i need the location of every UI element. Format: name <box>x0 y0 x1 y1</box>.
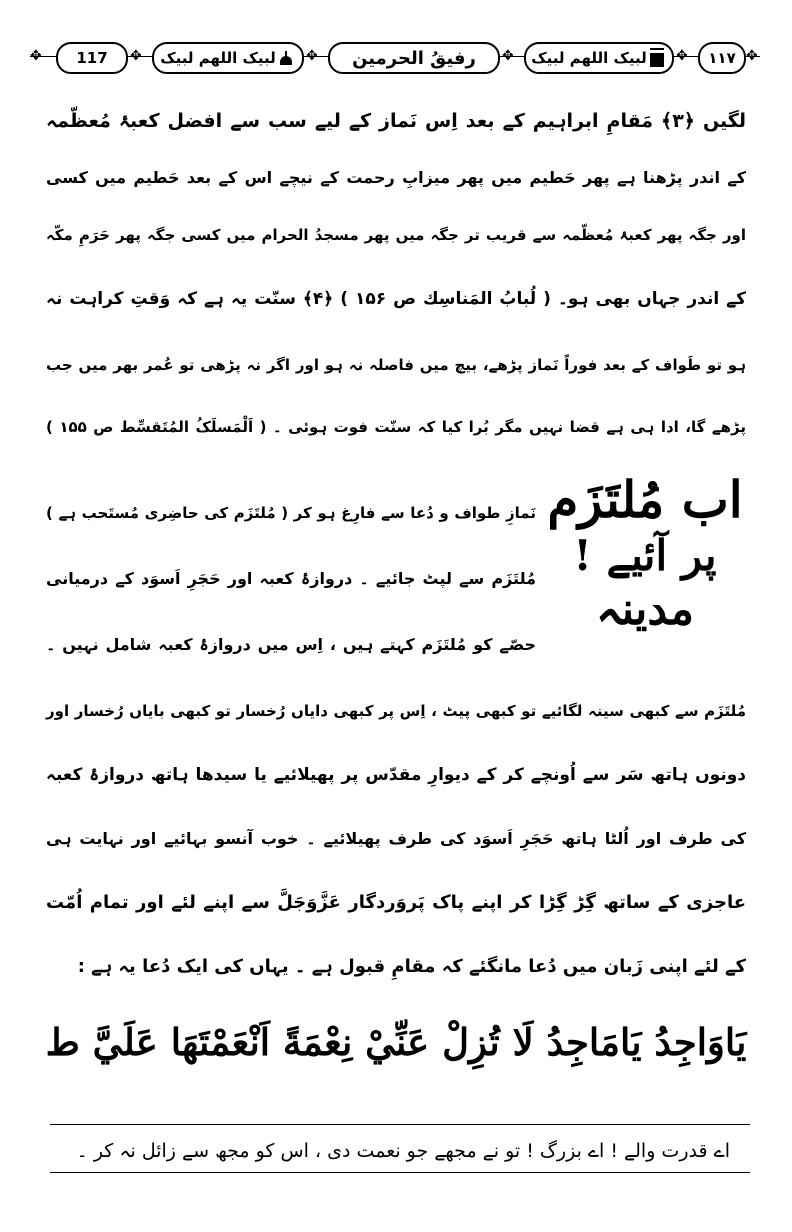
ornament-icon: ✥ <box>130 48 142 64</box>
side-text-line: حصّے کو مُلتَزَم کہتے ہیں ، اِس میں دروازۂ کعبہ شامل نہیں ۔ <box>46 635 536 654</box>
text-line: عاجزی کے ساتھ گِڑ گِڑا کر اپنے پاک پَروَردگار عَزَّوَجَلَّ سے اپنے لئے اور تمام اُمّت <box>46 892 746 913</box>
dua-translation: اے قدرت والے ! اے بزرگ ! تو نے مجھے جو نعمت دی ، اس کو مجھ سے زائل نہ کر ۔ <box>76 1140 730 1162</box>
ornament-icon: ✥ <box>30 48 42 64</box>
ornament-icon: ✥ <box>676 48 688 64</box>
divider <box>50 1124 750 1125</box>
running-title-right-text: لبیک اللھم لبیک <box>531 49 647 67</box>
text-line: کے اندر پڑھنا ہے پھر حَطیم میں پھر میزابِ رحمت کے نیچے اس کے بعد حَطیم میں کسی <box>46 168 746 187</box>
calligraphy-heading <box>540 470 750 660</box>
text-line: کے اندر جہاں بھی ہو۔ ( لُبابُ المَناسِك ص ۱۵۶ ) ﴿۴﴾ سنّت یہ ہے کہ وَقتِ کراہت نہ <box>46 289 746 309</box>
calligraphy-line-1: اب مُلتَزَم <box>547 470 743 529</box>
text-line: اور جگہ پھر کعبۂ مُعظّمہ سے قریب تر جگہ میں پھر مسجدُ الحرام میں کسی جگہ پھر حَرَمِ مکّہ <box>46 226 746 244</box>
kaaba-icon <box>650 50 664 67</box>
running-title-left <box>152 42 304 74</box>
text-line: لگیں ﴿۳﴾ مَقامِ ابراہیم کے بعد اِس نَماز کے لیے سب سے افضل کعبۂ مُعظّمہ <box>46 110 746 132</box>
dua-arabic: يَاوَاجِدُ يَامَاجِدُ لَا تُزِلْ عَنِّيْ نِعْمَةً اَنْعَمْتَهَا عَلَيَّ ط <box>45 1020 747 1064</box>
book-title-text: رفیقُ الحرمین <box>352 47 476 69</box>
text-line: دونوں ہاتھ سَر سے اُونچے کر کے دیوارِ مقدّس پر پھیلائیے یا سیدھا ہاتھ دروازۂ کعبہ <box>46 765 746 785</box>
ornament-icon: ✥ <box>306 48 318 64</box>
divider <box>50 1172 750 1173</box>
ornament-icon: ✥ <box>502 48 514 64</box>
text-line: کی طرف اور اُلٹا ہاتھ حَجَرِ اَسوَد کی طرف پھیلائیے ۔ خوب آنسو بہائیے اور نہایت ہی <box>46 829 746 848</box>
page-number-latin <box>56 42 128 74</box>
dome-icon <box>279 51 293 65</box>
calligraphy-line-3: مدینہ <box>596 584 694 635</box>
text-line: ہو تو طَواف کے بعد فوراً نَماز پڑھے، بیچ میں فاصلہ نہ ہو اور اگر نہ پڑھی تو عُمر بھر میں جب <box>46 356 746 374</box>
running-title-right <box>524 42 674 74</box>
page-number-urdu <box>698 42 746 74</box>
page-number-latin-text: 117 <box>76 49 108 67</box>
text-line: مُلتَزَم سے کبھی سینہ لگائیے تو کبھی پیٹ ، اِس پر کبھی دایاں رُخسار تو کبھی بایاں رُخسار اور <box>46 702 746 720</box>
calligraphy-line-2: پر آئیے ! <box>573 531 717 580</box>
running-header <box>30 40 760 74</box>
text-line: پڑھے گا، ادا ہی ہے قضا نہیں مگر بُرا کیا کہ سنّت فوت ہوئی ۔ ( اَلْمَسلَکُ المُتَقسِّط ص ۱۵۵ ) <box>46 418 746 436</box>
ornament-icon: ✥ <box>746 48 758 64</box>
side-text-line: نَمازِ طواف و دُعا سے فارِغ ہو کر ( مُلتَزَم کی حاضِری مُستَحب ہے ) <box>46 504 536 522</box>
running-title-left-text: لبیک اللھم لبیک <box>160 49 276 67</box>
text-line: کے لئے اپنی زَبان میں دُعا مانگئے کہ مقامِ قبول ہے ۔ یہاں کی ایک دُعا یہ ہے : <box>77 956 746 977</box>
book-title <box>328 42 500 74</box>
side-text-line: مُلتَزَم سے لپٹ جائیے ۔ دروازۂ کعبہ اور حَجَرِ اَسوَد کے درمیانی <box>46 569 536 588</box>
page-number-urdu-text: ۱۱۷ <box>708 49 736 67</box>
